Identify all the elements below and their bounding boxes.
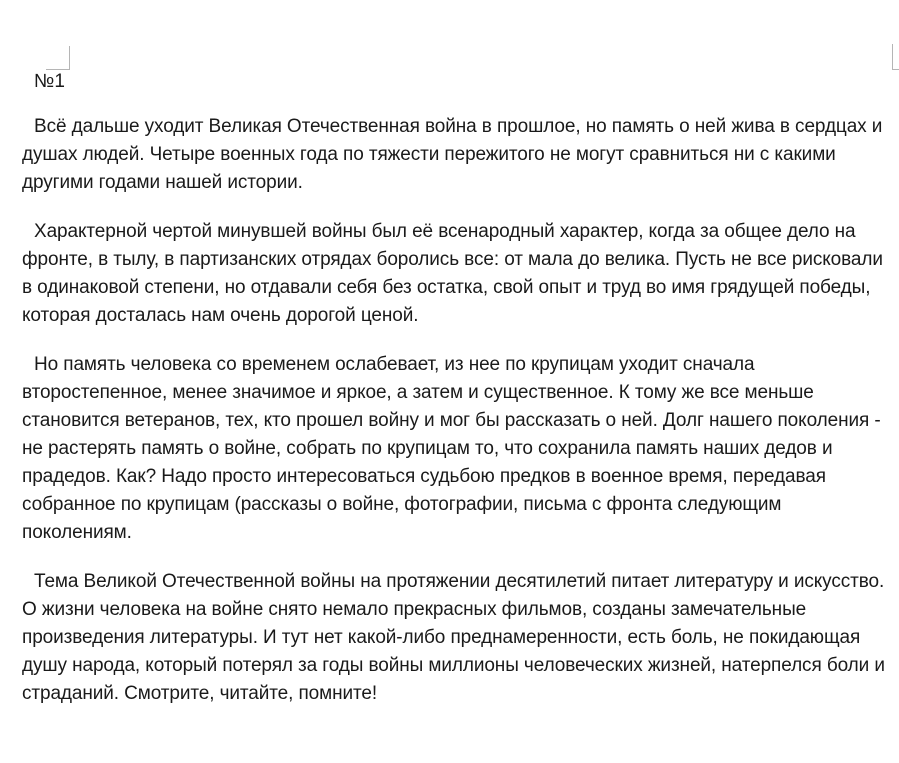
document-body[interactable] [22,68,892,729]
paragraph-1: Всё дальше уходит Великая Отечественная война в прошлое, но память о ней жива в сердцах и душах людей. Четыре военных года по тяжести пережитого не могут сравниться ни с какими другими годами нашей истории. [22,116,883,193]
document-heading: №1 [34,71,65,92]
paragraph-2: Характерной чертой минувшей войны был её всенародный характер, когда за общее дело на фронте, в тылу, в партизанских отрядах боролись все: от мала до велика. Пусть не все рисковали в одинаковой степени, но отдавали себя без остатка, свой опыт и труд во имя грядущей победы, которая досталась нам очень дорогой ценой. [22,221,883,326]
crop-mark-top-right [892,44,899,70]
paragraph-3: Но память человека со временем ослабевает, из нее по крупицам уходит сначала второстепенное, менее значимое и яркое, а затем и существенное. К тому же все меньше становится ветеранов, тех, кто прошел войну и мог бы рассказать о ней. Долг нашего поколения - не растерять память о войне, собрать по крупицам то, что сохранила память наших дедов и прадедов. Как? Надо просто интересоваться судьбою предков в военное время, передавая собранное по крупицам (рассказы о войне, фотографии, письма с фронта следующим поколениям. [22,354,881,543]
paragraph-4: Тема Великой Отечественной войны на протяжении десятилетий питает литературу и искусство. О жизни человека на войне снято немало прекрасных фильмов, созданы замечательные произведения литературы. И тут нет какой-либо преднамеренности, есть боль, не покидающая душу народа, который потерял за годы войны миллионы человеческих жизней, натерпелся боли и страданий. Смотрите, читайте, помните! [22,571,885,704]
crop-mark-top-left [46,46,70,70]
